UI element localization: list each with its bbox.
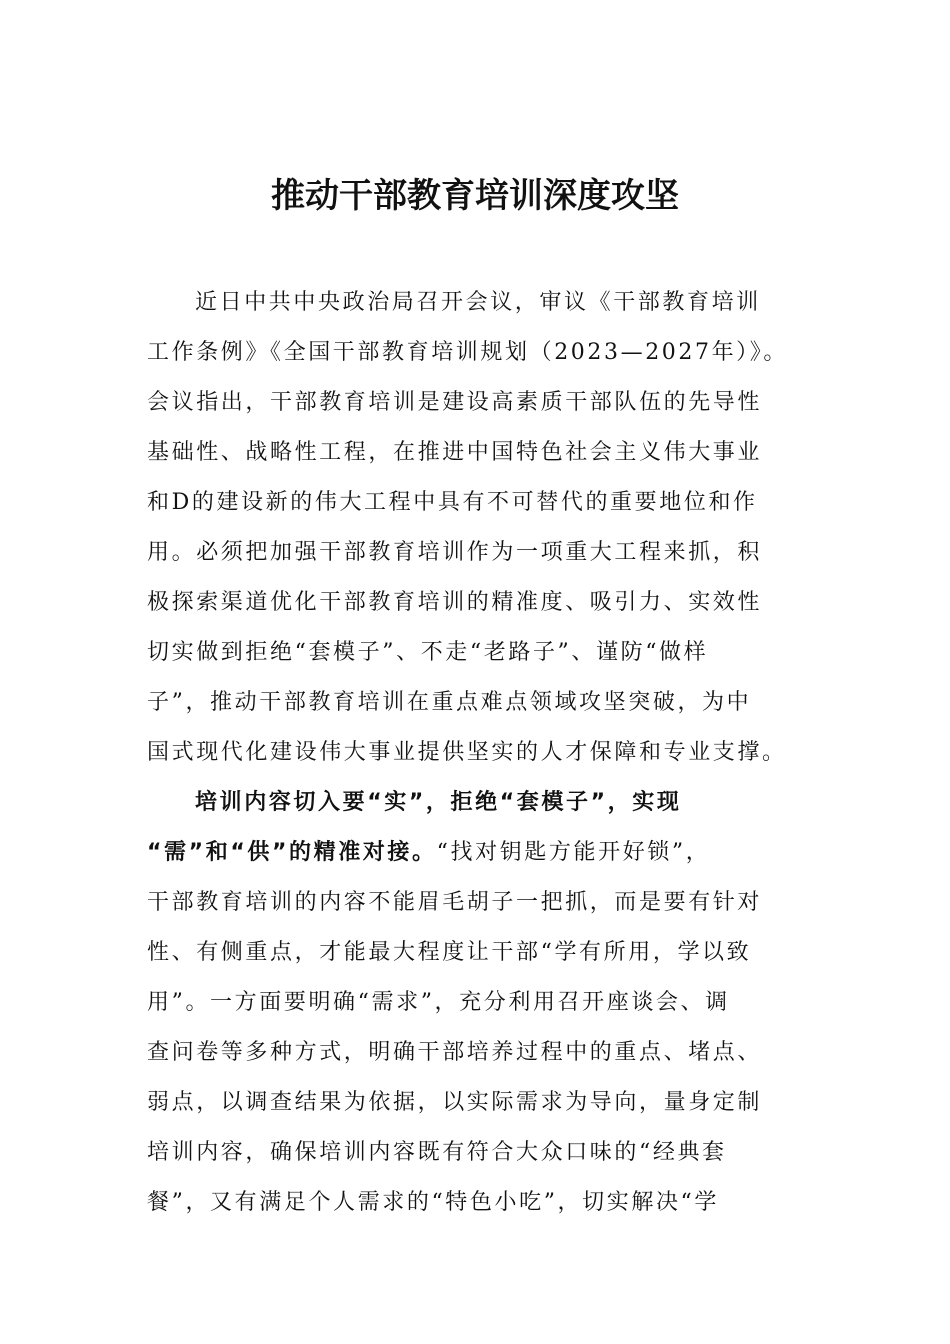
document-body — [147, 278, 812, 1228]
document-title: 推动干部教育培训深度攻坚 — [271, 176, 679, 216]
paragraph-1-line: 子”，推动干部教育培训在重点难点领域攻坚突破，为中 — [147, 690, 752, 715]
paragraph-2-line: 用”。一方面要明确“需求”，充分利用召开座谈会、调 — [147, 990, 730, 1015]
paragraph-2-line: 干部教育培训的内容不能眉毛胡子一把抓，而是要有针对 — [147, 890, 763, 915]
paragraph-1-line: 切实做到拒绝“套模子”、不走“老路子”、谨防“做样 — [147, 640, 709, 665]
paragraph-1-line: 用。必须把加强干部教育培训作为一项重大工程来抓，积 — [147, 540, 763, 565]
paragraph-1-line: 近日中共中央政治局召开会议，审议《干部教育培训 — [195, 290, 761, 315]
paragraph-1-line: 极探索渠道优化干部教育培训的精准度、吸引力、实效性 — [147, 590, 763, 615]
paragraph-2-line-rest: “找对钥匙方能开好锁”， — [436, 840, 711, 865]
paragraph-2-line: 性、有侧重点，才能最大程度让干部“学有所用，学以致 — [147, 940, 752, 965]
paragraph-2-line: 弱点，以调查结果为依据，以实际需求为导向，量身定制 — [147, 1090, 763, 1115]
paragraph-2-line: 餐”，又有满足个人需求的“特色小吃”，切实解决“学 — [147, 1190, 719, 1215]
paragraph-1-line: 工作条例》《全国干部教育培训规划（2023—2027年）》。 — [147, 340, 788, 365]
paragraph-2-line — [147, 828, 812, 878]
paragraph-1-line: 会议指出，干部教育培训是建设高素质干部队伍的先导性 — [147, 390, 763, 415]
paragraph-1-line: 基础性、战略性工程，在推进中国特色社会主义伟大事业 — [147, 440, 763, 465]
paragraph-2-line: 查问卷等多种方式，明确干部培养过程中的重点、堵点、 — [147, 1040, 763, 1065]
paragraph-1-line: 和D的建设新的伟大工程中具有不可替代的重要地位和作 — [147, 490, 758, 515]
paragraph-1-line: 国式现代化建设伟大事业提供坚实的人才保障和专业支撑。 — [147, 740, 787, 765]
paragraph-2-heading-end: “需”和“供”的精准对接。 — [147, 840, 437, 865]
paragraph-2-heading: 培训内容切入要“实”，拒绝“套模子”，实现 — [195, 790, 682, 815]
paragraph-2-line: 培训内容，确保培训内容既有符合大众口味的“经典套 — [147, 1140, 727, 1165]
